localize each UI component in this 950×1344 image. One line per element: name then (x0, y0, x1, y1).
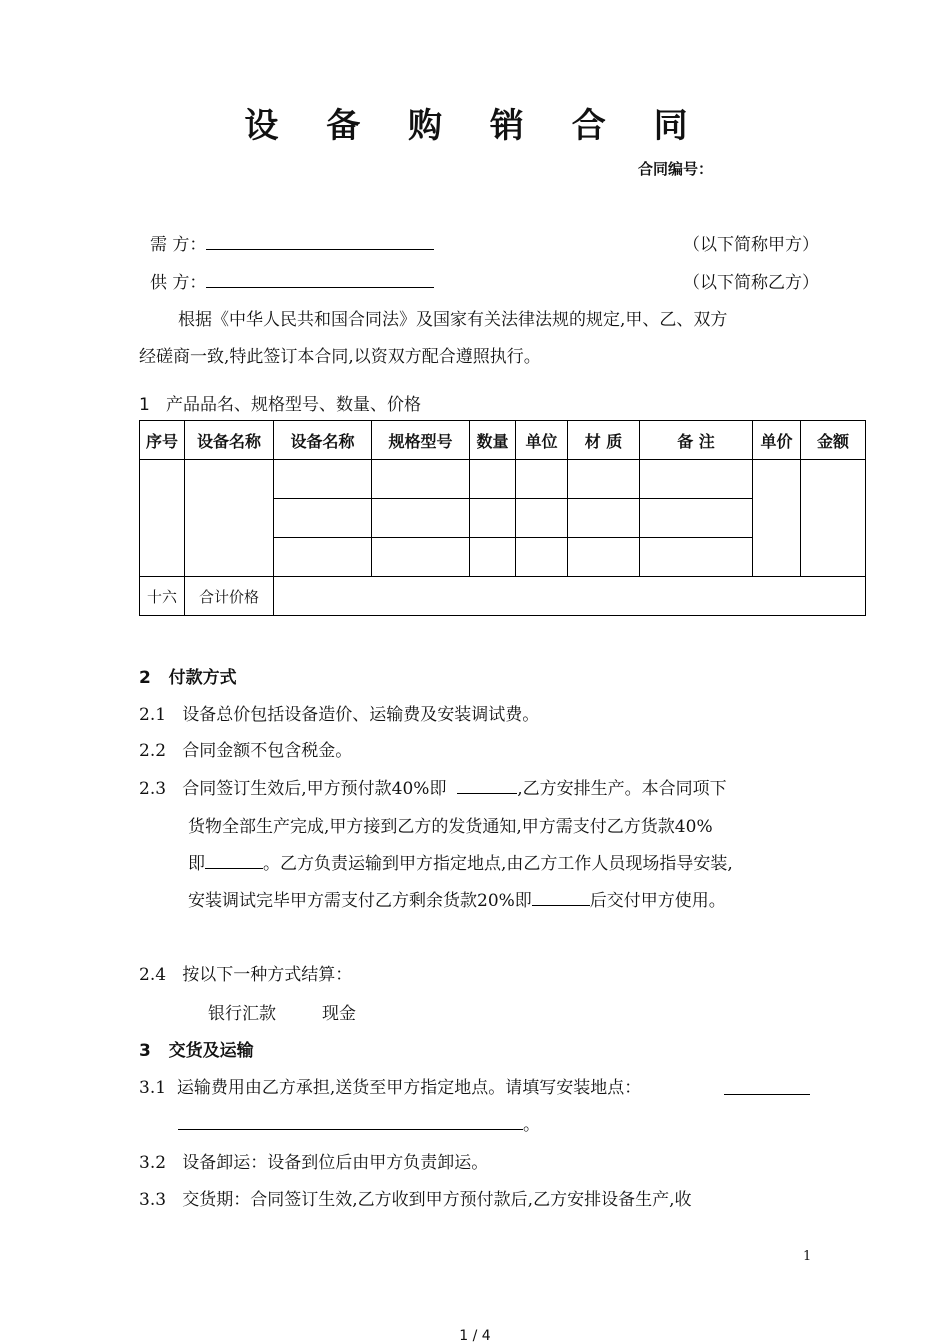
table-cell[interactable] (568, 538, 640, 577)
table-cell[interactable] (274, 538, 372, 577)
table-row (140, 460, 866, 499)
clause-text: 设备卸运：设备到位后由甲方负责卸运。 (182, 1153, 489, 1173)
page-indicator: 1 / 4 (459, 1328, 491, 1344)
table-total-row (140, 577, 866, 616)
section-1-number: 1 (139, 395, 150, 415)
table-cell[interactable] (372, 538, 470, 577)
table-cell[interactable] (640, 538, 753, 577)
clause-number: 2.3 (139, 779, 167, 799)
table-header-cell: 序号 (140, 421, 185, 460)
clause-3-3 (139, 1185, 691, 1210)
clause-number: 3.2 (139, 1153, 167, 1173)
clause-2-3-line-1 (139, 774, 727, 799)
table-cell[interactable] (274, 460, 372, 499)
clause-text: 合同签订生效后,甲方预付款40%即 (182, 779, 447, 799)
party-a-label: 需 方： (150, 235, 207, 255)
clause-3-1 (139, 1073, 641, 1098)
table-cell[interactable] (140, 460, 185, 577)
table-cell[interactable] (640, 499, 753, 538)
table-cell[interactable] (801, 460, 866, 577)
table-cell[interactable] (274, 499, 372, 538)
section-3-title: 交货及运输 (168, 1041, 254, 1061)
intro-line-2: 经磋商一致,特此签订本合同,以资双方配合遵照执行。 (139, 347, 541, 367)
payment-option-bank[interactable]: 银行汇款 (208, 1004, 276, 1024)
table-header-cell: 数量 (470, 421, 516, 460)
party-a-note: （以下简称甲方） (683, 235, 819, 255)
second-payment-blank[interactable] (205, 852, 263, 869)
table-cell[interactable] (470, 538, 516, 577)
payment-option-cash[interactable]: 现金 (322, 1004, 356, 1024)
table-header-cell: 设备名称 (185, 421, 274, 460)
section-1-title: 产品品名、规格型号、数量、价格 (166, 395, 422, 415)
clause-number: 2.4 (139, 965, 167, 985)
party-b-line (150, 268, 434, 293)
table-cell[interactable] (516, 460, 568, 499)
clause-2-3-line-3 (188, 849, 733, 874)
clause-text: 合同金额不包含税金。 (182, 741, 353, 761)
table-cell[interactable] (470, 460, 516, 499)
table-header-cell: 设备名称 (274, 421, 372, 460)
party-b-note: （以下简称乙方） (683, 273, 819, 293)
party-b-blank[interactable] (206, 271, 434, 288)
table-header-row (140, 421, 866, 460)
prepayment-blank[interactable] (457, 777, 517, 794)
clause-text: 。乙方负责运输到甲方指定地点,由乙方工作人员现场指导安装, (263, 854, 733, 874)
clause-text: 设备总价包括设备造价、运输费及安装调试费。 (182, 705, 540, 725)
clause-text: 交货期：合同签订生效,乙方收到甲方预付款后,乙方安排设备生产,收 (182, 1190, 692, 1210)
total-index: 十六 (140, 577, 185, 616)
clause-number: 2.1 (139, 705, 167, 725)
clause-text: 后交付甲方使用。 (589, 891, 726, 911)
table-cell[interactable] (568, 499, 640, 538)
document-title: 设 备 购 销 合 同 (244, 106, 706, 146)
product-table (139, 420, 866, 616)
section-1-heading (139, 390, 421, 415)
clause-3-1-line-2 (178, 1110, 540, 1135)
clause-2-2 (139, 736, 352, 761)
page-number: 1 (803, 1249, 812, 1264)
clause-text: 按以下一种方式结算： (182, 965, 353, 985)
table-header-cell: 单价 (753, 421, 801, 460)
party-a-line (150, 230, 434, 255)
table-cell[interactable] (568, 460, 640, 499)
clause-3-2 (139, 1148, 488, 1173)
total-value-cell[interactable] (274, 577, 866, 616)
table-cell[interactable] (372, 499, 470, 538)
party-b-label: 供 方： (150, 273, 207, 293)
clause-2-4 (139, 960, 352, 985)
section-2-title: 付款方式 (168, 668, 237, 688)
table-cell[interactable] (372, 460, 470, 499)
clause-2-3-line-4 (188, 886, 726, 911)
table-header-cell: 金额 (801, 421, 866, 460)
clause-text: 。 (523, 1115, 540, 1135)
final-payment-blank[interactable] (532, 889, 590, 906)
intro-line-1: 根据《中华人民共和国合同法》及国家有关法律法规的规定,甲、乙、双方 (178, 310, 728, 330)
table-cell[interactable] (185, 460, 274, 577)
total-label: 合计价格 (185, 577, 274, 616)
table-cell[interactable] (753, 460, 801, 577)
clause-2-1 (139, 700, 539, 725)
table-cell[interactable] (516, 499, 568, 538)
section-2-heading (139, 663, 237, 688)
table-header-cell: 单位 (516, 421, 568, 460)
section-2-number: 2 (139, 668, 151, 688)
install-location-blank-2[interactable] (178, 1113, 523, 1130)
clause-number: 2.2 (139, 741, 167, 761)
table-cell[interactable] (516, 538, 568, 577)
clause-2-3-line-2: 货物全部生产完成,甲方接到乙方的发货通知,甲方需支付乙方货款40% (188, 817, 713, 837)
party-a-blank[interactable] (206, 233, 434, 250)
section-3-number: 3 (139, 1041, 151, 1061)
table-header-cell: 备 注 (640, 421, 753, 460)
table-header-cell: 规格型号 (372, 421, 470, 460)
clause-text: 运输费用由乙方承担,送货至甲方指定地点。请填写安装地点： (176, 1078, 642, 1098)
table-cell[interactable] (640, 460, 753, 499)
clause-text: 即 (188, 854, 205, 874)
clause-text: 安装调试完毕甲方需支付乙方剩余货款20%即 (188, 891, 532, 911)
clause-number: 3.1 (139, 1078, 167, 1098)
table-cell[interactable] (470, 499, 516, 538)
table-header-cell: 材 质 (568, 421, 640, 460)
contract-number-label: 合同编号： (638, 160, 714, 178)
install-location-blank-1[interactable] (724, 1078, 810, 1095)
section-3-heading (139, 1036, 254, 1061)
clause-number: 3.3 (139, 1190, 167, 1210)
clause-text: ,乙方安排生产。本合同项下 (517, 779, 727, 799)
